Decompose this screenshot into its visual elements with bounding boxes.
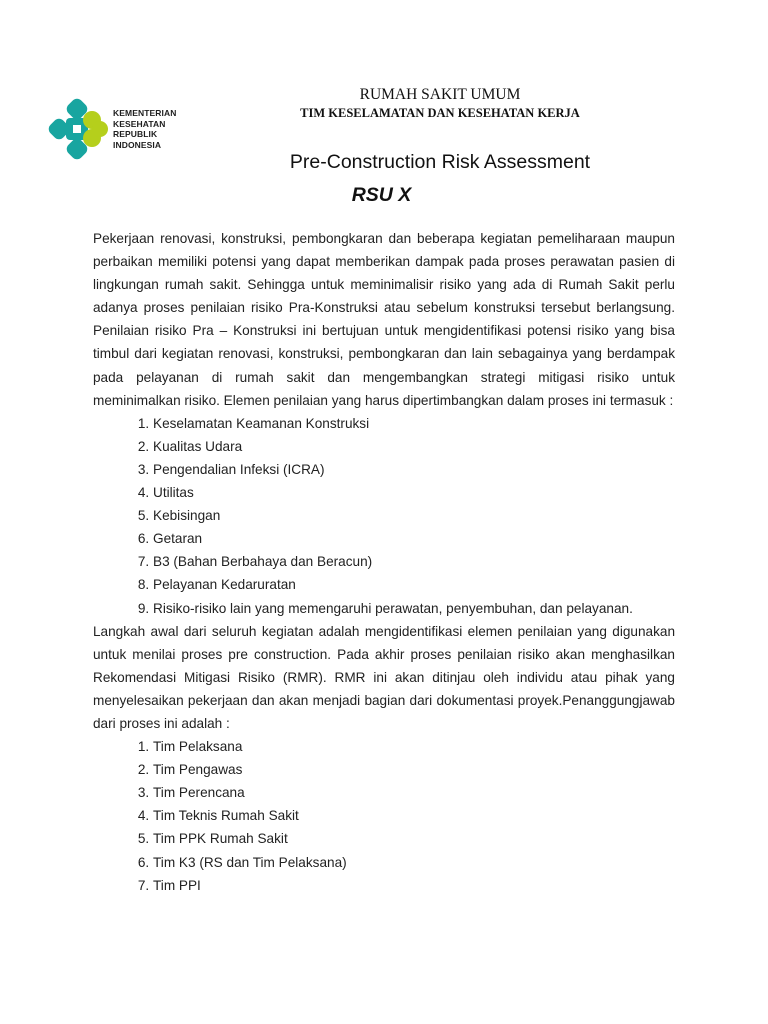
hospital-name: RUMAH SAKIT UMUM — [359, 86, 521, 103]
list-item: 1. Tim Pelaksana — [153, 735, 675, 758]
list-item: 2. Kualitas Udara — [153, 435, 675, 458]
logo-line: REPUBLIK — [113, 129, 158, 139]
list-item: 5. Kebisingan — [153, 504, 675, 527]
list-item: 3. Tim Perencana — [153, 781, 675, 804]
team-name: TIM KESELAMATAN DAN KESEHATAN KERJA — [300, 106, 580, 120]
assessment-elements-list — [93, 412, 675, 620]
list-item: 8. Pelayanan Kedaruratan — [153, 573, 675, 596]
list-item: 3. Pengendalian Infeksi (ICRA) — [153, 458, 675, 481]
responsible-parties-list — [93, 735, 675, 897]
list-item: 4. Utilitas — [153, 481, 675, 504]
list-item: 6. Getaran — [153, 527, 675, 550]
document-subtitle: RSU X — [351, 184, 412, 206]
list-item: 1. Keselamatan Keamanan Konstruksi — [153, 412, 675, 435]
list-item: 4. Tim Teknis Rumah Sakit — [153, 804, 675, 827]
list-item: 6. Tim K3 (RS dan Tim Pelaksana) — [153, 851, 675, 874]
list-item: 2. Tim Pengawas — [153, 758, 675, 781]
logo-line: KESEHATAN — [113, 118, 166, 129]
document-title: Pre-Construction Risk Assessment — [289, 151, 591, 173]
list-item: 5. Tim PPK Rumah Sakit — [153, 827, 675, 850]
intro-paragraph: Pekerjaan renovasi, konstruksi, pembongkaran dan beberapa kegiatan pemeliharaan maupun perbaikan memiliki potensi yang dapat memberikan dampak pada proses perawatan pasien di lingkungan rumah sakit. Sehingga untuk meminimalisir risiko yang ada di Rumah Sakit perlu adanya proses penilaian risiko Pra-Konstruksi atau sebelum konstruksi tersebut berlangsung. Penilaian risiko Pra – Konstruksi ini bertujuan untuk mengidentifikasi potensi risiko yang bisa timbul dari kegiatan renovasi, konstruksi, pembongkaran dan lain sebagainya yang berdampak pada pelayanan di rumah sakit dan mengembangkan strategi mitigasi risiko untuk meminimalkan risiko. Elemen penilaian yang harus dipertimbangkan dalam proses ini termasuk : — [93, 231, 675, 408]
logo-line: INDONESIA — [113, 139, 162, 150]
list-item: 7. B3 (Bahan Berbahaya dan Beracun) — [153, 550, 675, 573]
list-item: 9. Risiko-risiko lain yang memengaruhi perawatan, penyembuhan, dan pelayanan. — [153, 597, 675, 620]
process-paragraph: Langkah awal dari seluruh kegiatan adalah mengidentifikasi elemen penilaian yang digunakan untuk menilai proses pre construction. Pada akhir proses penilaian risiko akan menghasilkan Rekomendasi Mitigasi Risiko (RMR). RMR ini akan ditinjau oleh individu atau pihak yang menyelesaikan pekerjaan dan akan menjadi bagian dari dokumentasi proyek.Penanggungjawab dari proses ini adalah : — [93, 623, 675, 731]
document-body — [93, 227, 675, 897]
logo-line: KEMENTERIAN — [113, 108, 177, 118]
list-item: 7. Tim PPI — [153, 874, 675, 897]
